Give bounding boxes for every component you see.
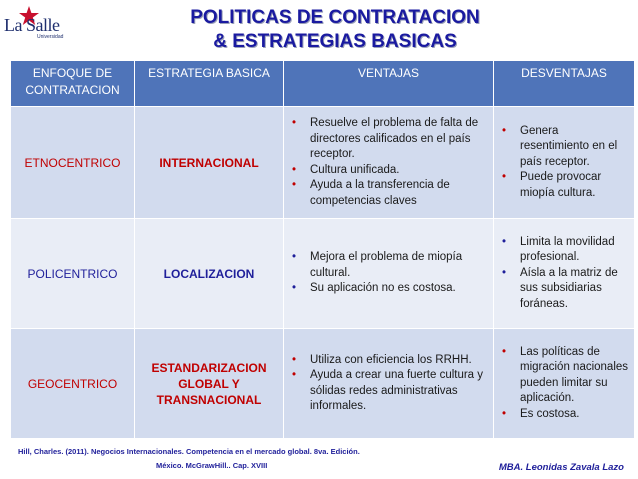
header-desventajas: DESVENTAJAS	[494, 61, 635, 107]
list-item: • Cultura unificada.	[292, 163, 400, 176]
logo-text: La Salle	[4, 15, 60, 35]
header-ventajas: VENTAJAS	[284, 61, 494, 107]
citation-line-2: México. McGrawHill.. Cap. XVIII	[156, 461, 268, 470]
list-item: • Es costosa.	[502, 407, 580, 420]
enfoque-cell: GEOCENTRICO	[11, 329, 135, 439]
citation	[18, 445, 360, 473]
estrategia-cell: INTERNACIONAL	[135, 107, 284, 219]
desventajas-cell	[494, 219, 635, 329]
table-header-row	[11, 61, 635, 107]
estrategia-cell: LOCALIZACION	[135, 219, 284, 329]
page-title	[100, 6, 570, 54]
author-credit: MBA. Leonidas Zavala Lazo	[498, 462, 624, 473]
ventajas-cell	[284, 329, 494, 439]
desventajas-cell	[494, 329, 635, 439]
list-item: • Aísla a la matriz de sus subsidiarias foráneas.	[502, 266, 618, 310]
list-item: • Utiliza con eficiencia los RRHH.	[292, 353, 472, 366]
strategy-table	[10, 60, 635, 439]
desventajas-cell	[494, 107, 635, 219]
list-item: • Ayuda a la transferencia de competencias claves	[292, 179, 450, 207]
list-item: • Su aplicación no es costosa.	[292, 282, 456, 295]
enfoque-cell: ETNOCENTRICO	[11, 107, 135, 219]
list-item: • Resuelve el problema de falta de directores calificados en el país receptor.	[292, 117, 479, 160]
list-item: • Las políticas de migración nacionales pueden limitar su aplicación.	[502, 345, 629, 405]
list-item: • Puede provocar miopía cultura.	[502, 171, 602, 199]
header-estrategia: ESTRATEGIA BASICA	[135, 61, 284, 107]
title-line-2: & ESTRATEGIAS BASICAS	[213, 31, 457, 52]
table-row	[11, 219, 635, 329]
header-enfoque: ENFOQUE DE CONTRATACION	[11, 61, 135, 107]
list-item: • Ayuda a crear una fuerte cultura y sólidas redes administrativas informales.	[292, 369, 484, 412]
logo-subtitle: Universidad	[37, 34, 64, 40]
title-line-1: POLITICAS DE CONTRATACION	[190, 7, 480, 28]
estrategia-cell: ESTANDARIZACION GLOBAL Y TRANSNACIONAL	[135, 329, 284, 439]
enfoque-cell: POLICENTRICO	[11, 219, 135, 329]
table-row	[11, 329, 635, 439]
table-row	[11, 107, 635, 219]
ventajas-cell	[284, 219, 494, 329]
list-item: • Genera resentimiento en el país receptor.	[502, 124, 618, 168]
la-salle-logo	[4, 6, 74, 46]
ventajas-cell	[284, 107, 494, 219]
list-item: • Limita la movilidad profesional.	[502, 235, 615, 264]
list-item: • Mejora el problema de miopía cultural.	[292, 251, 463, 279]
citation-line-1: Hill, Charles. (2011). Negocios Internacionales. Competencia en el mercado global. 8va. Edición.	[18, 447, 360, 456]
